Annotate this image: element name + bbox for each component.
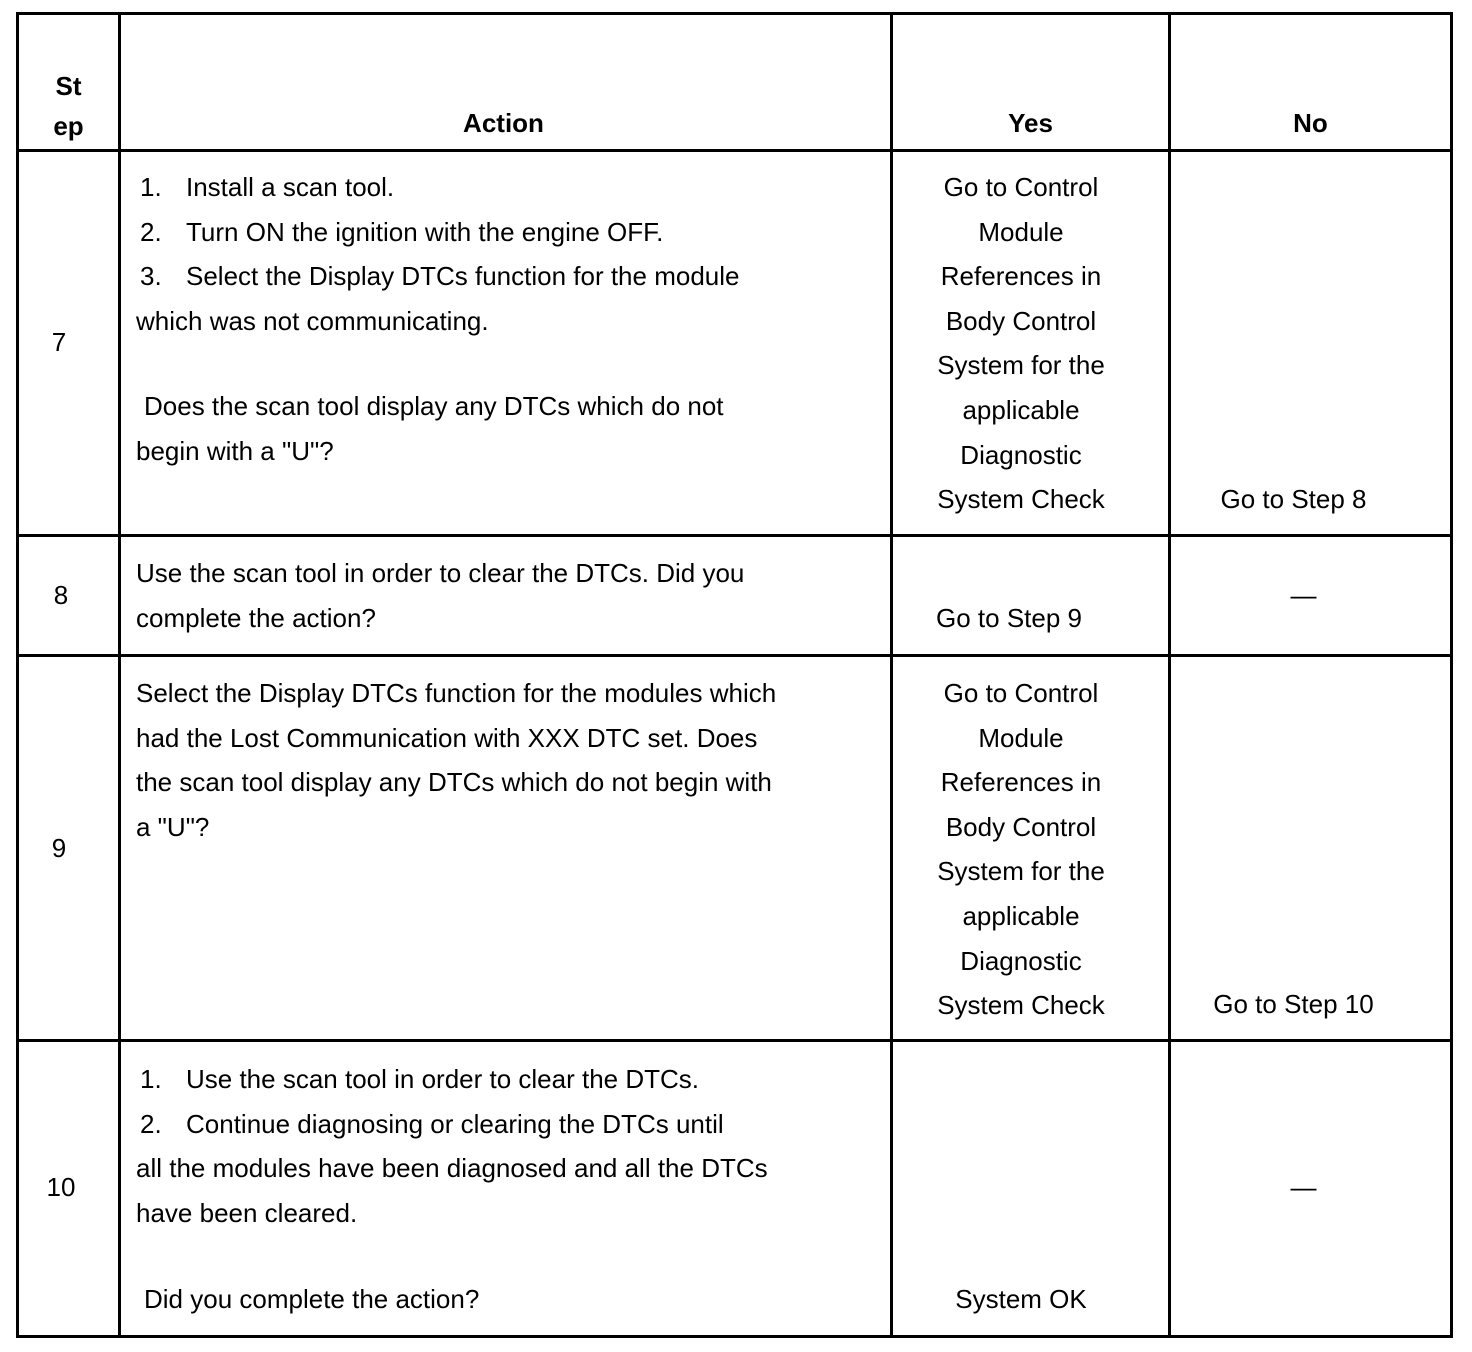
row-divider [16, 534, 1453, 537]
action-list-item: 3. Select the Display DTCs function for the module [140, 261, 740, 292]
action-list-item: 1. Install a scan tool. [140, 172, 395, 202]
header-step-line2: ep [53, 111, 84, 141]
no-cell: — [1290, 580, 1317, 610]
action-question-line: begin with a "U"? [136, 435, 334, 466]
header-yes: Yes [1008, 108, 1053, 138]
header-divider [16, 149, 1453, 152]
action-continuation: have been cleared. [136, 1197, 358, 1228]
no-cell: Go to Step 8 [1220, 484, 1367, 514]
row-divider [16, 654, 1453, 657]
no-cell: — [1290, 1172, 1317, 1202]
step-number: 9 [51, 833, 67, 863]
header-action: Action [463, 108, 544, 138]
no-cell: Go to Step 10 [1213, 989, 1374, 1019]
action-cell [136, 1057, 768, 1235]
action-continuation: all the modules have been diagnosed and all the DTCs [136, 1153, 768, 1184]
column-divider [1168, 12, 1171, 1338]
table-border-right [1450, 12, 1453, 1338]
header-no: No [1293, 108, 1328, 138]
header-step [19, 66, 118, 146]
action-cell: Select the Display DTCs function for the modules which had the Lost Communication with XXX DTC set. Does the scan tool display any DTCs which do not begin with a "U"? [136, 678, 777, 842]
table-border-left [16, 12, 19, 1338]
action-question [136, 384, 724, 473]
yes-cell: Go to Control Module References in Body Control System for the applicable Diagnostic System Check [937, 172, 1105, 515]
action-continuation: which was not communicating. [136, 305, 489, 336]
action-cell [136, 165, 739, 343]
action-question: Did you complete the action? [144, 1284, 480, 1314]
step-number: 7 [51, 327, 67, 357]
yes-cell: System OK [955, 1284, 1087, 1314]
step-number: 8 [53, 580, 69, 610]
yes-cell: Go to Control Module References in Body Control System for the applicable Diagnostic System Check [937, 678, 1105, 1021]
table-border-top [16, 12, 1453, 15]
action-list-item: 1. Use the scan tool in order to clear the DTCs. [140, 1064, 700, 1094]
diagnostic-table [16, 12, 1453, 1339]
action-question-line: Does the scan tool display any DTCs which do not [144, 391, 724, 421]
action-list-item: 2. Continue diagnosing or clearing the DTCs until [140, 1108, 724, 1139]
action-list-item: 2. Turn ON the ignition with the engine OFF. [140, 216, 664, 247]
action-cell: Use the scan tool in order to clear the DTCs. Did you complete the action? [136, 558, 745, 633]
column-divider [118, 12, 121, 1338]
yes-cell: Go to Step 9 [936, 603, 1082, 633]
step-number: 10 [46, 1172, 76, 1202]
row-divider [16, 1039, 1453, 1042]
header-step-line1: St [55, 71, 82, 101]
table-border-bottom [16, 1335, 1453, 1338]
